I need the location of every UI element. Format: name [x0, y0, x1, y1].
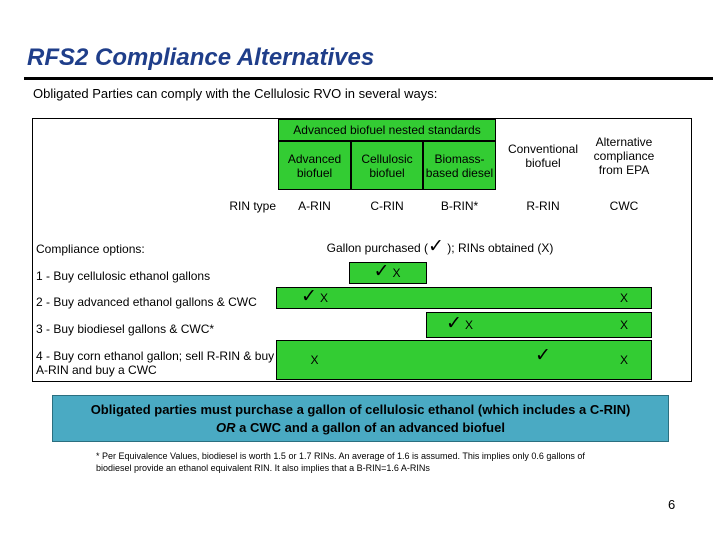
callout-emphasis: OR: [216, 419, 236, 435]
nested-standards-header: Advanced biofuel nested standards: [278, 119, 496, 141]
option-2-advanced-mark: [278, 287, 351, 306]
option-1-cellulosic-mark: [351, 262, 423, 281]
col-cellulosic-biofuel: Cellulosic biofuel: [351, 141, 423, 190]
option-4-conventional-mark: [499, 346, 587, 365]
title-divider: [24, 77, 713, 80]
check-mark-icon: ✓: [535, 345, 551, 366]
rin-c: C-RIN: [370, 199, 404, 213]
legend-suffix: ); RINs obtained (X): [443, 241, 554, 255]
col-advanced-biofuel: Advanced biofuel: [278, 141, 351, 190]
rin-type-label: RIN type: [229, 199, 276, 213]
legend-text: [280, 237, 600, 258]
check-mark-icon: ✓: [446, 313, 462, 334]
subtitle: Obligated Parties can comply with the Cellulosic RVO in several ways:: [33, 86, 438, 101]
option-4-cwc-mark: X: [619, 353, 628, 367]
callout-line-2: [216, 419, 505, 437]
footnote: * Per Equivalence Values, biodiesel is worth 1.5 or 1.7 RINs. An average of 1.6 is assumed. This implies only 0.6 gallons of biodiesel provide an ethanol equivalent RIN. It also implies that a B-RIN=1.6 A-RINs: [96, 451, 585, 473]
rin-r: R-RIN: [526, 199, 560, 213]
callout-line-2-rest: a CWC and a gallon of an advanced biofuel: [235, 419, 505, 435]
compliance-options-heading: Compliance options:: [36, 242, 145, 256]
legend-prefix: Gallon purchased (: [326, 241, 429, 255]
option-4-label: 4 - Buy corn ethanol gallon; sell R-RIN & buy A-RIN and buy a CWC: [36, 349, 275, 377]
option-4-advanced-mark: X: [310, 353, 319, 367]
x-mark: X: [319, 291, 328, 305]
rin-b: B-RIN*: [440, 199, 479, 213]
x-mark: X: [464, 318, 473, 332]
option-3-cwc-mark: X: [619, 318, 628, 332]
col-biomass-based-diesel: Biomass-based diesel: [423, 141, 496, 190]
col-conventional-biofuel: Conventional biofuel: [507, 142, 579, 170]
option-3-biodiesel-mark: [423, 314, 496, 333]
check-mark-icon: ✓: [301, 286, 317, 307]
check-mark-icon: ✓: [373, 261, 390, 282]
option-1-label: 1 - Buy cellulosic ethanol gallons: [36, 269, 211, 283]
col-alternative-compliance: Alternative compliance from EPA: [593, 135, 655, 177]
x-mark: X: [392, 266, 401, 280]
check-mark-icon: ✓: [428, 236, 444, 257]
key-requirement-callout: [52, 395, 669, 442]
page-number: 6: [668, 497, 676, 512]
option-2-label: 2 - Buy advanced ethanol gallons & CWC: [36, 295, 257, 309]
callout-line-1: Obligated parties must purchase a gallon of cellulosic ethanol (which includes a C-RIN): [90, 401, 631, 417]
rin-a: A-RIN: [298, 199, 331, 213]
option-2-cwc-mark: X: [619, 291, 628, 305]
option-3-label: 3 - Buy biodiesel gallons & CWC*: [36, 322, 215, 336]
page-title: RFS2 Compliance Alternatives: [27, 44, 375, 71]
rin-cwc: CWC: [609, 199, 639, 213]
